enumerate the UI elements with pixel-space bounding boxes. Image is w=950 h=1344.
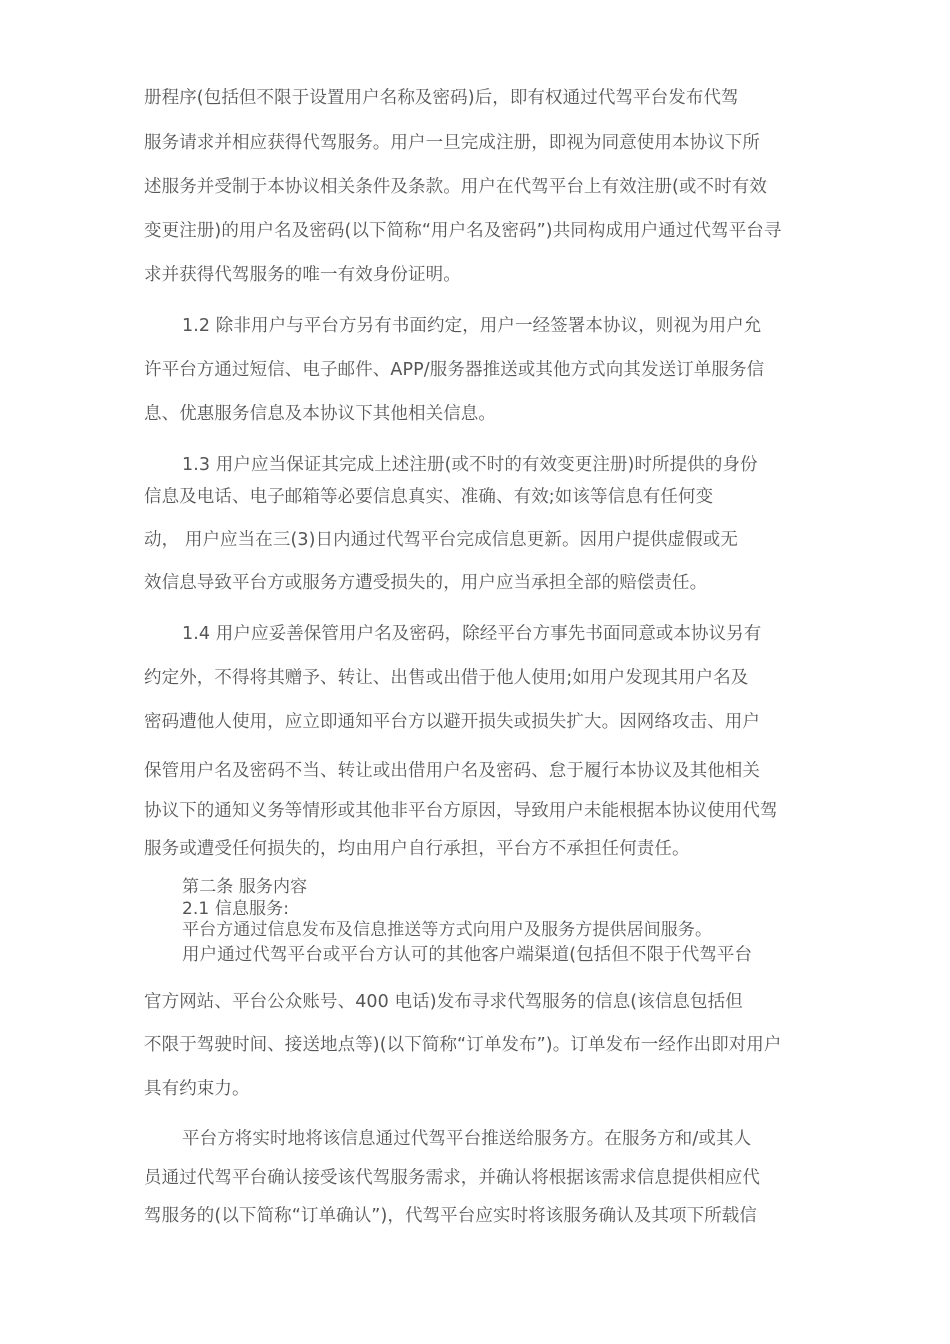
paragraph-line: 信息及电话、电子邮箱等必要信息真实、准确、有效;如该等信息有任何变 — [144, 487, 714, 507]
paragraph-line: 员通过代驾平台确认接受该代驾服务需求，并确认将根据该需求信息提供相应代 — [144, 1168, 760, 1188]
paragraph-line: 求并获得代驾服务的唯一有效身份证明。 — [144, 265, 461, 285]
paragraph-line: 平台方将实时地将该信息通过代驾平台推送给服务方。在服务方和/或其人 — [182, 1129, 752, 1149]
paragraph-line: 效信息导致平台方或服务方遭受损失的，用户应当承担全部的赔偿责任。 — [144, 573, 708, 593]
paragraph-line: 动， 用户应当在三(3)日内通过代驾平台完成信息更新。因用户提供虚假或无 — [144, 530, 738, 550]
paragraph-line: 协议下的通知义务等情形或其他非平台方原因，导致用户未能根据本协议使用代驾 — [144, 801, 778, 821]
clause-1-3-line: 1.3 用户应当保证其完成上述注册(或不时的有效变更注册)时所提供的身份 — [182, 455, 758, 475]
paragraph-line: 保管用户名及密码不当、转让或出借用户名及密码、怠于履行本协议及其他相关 — [144, 761, 760, 781]
paragraph-line: 服务请求并相应获得代驾服务。用户一旦完成注册，即视为同意使用本协议下所 — [144, 133, 760, 153]
clause-2-1-heading: 2.1 信息服务: — [182, 899, 290, 919]
clause-1-4-line: 1.4 用户应妥善保管用户名及密码，除经平台方事先书面同意或本协议另有 — [182, 624, 762, 644]
paragraph-line: 册程序(包括但不限于设置用户名称及密码)后，即有权通过代驾平台发布代驾 — [144, 88, 739, 108]
paragraph-line: 官方网站、平台公众账号、400 电话)发布寻求代驾服务的信息(该信息包括但 — [144, 992, 743, 1012]
paragraph-line: 息、优惠服务信息及本协议下其他相关信息。 — [144, 404, 496, 424]
paragraph-line: 许平台方通过短信、电子邮件、APP/服务器推送或其他方式向其发送订单服务信 — [144, 360, 765, 380]
paragraph-line: 约定外，不得将其赠予、转让、出售或出借于他人使用;如用户发现其用户名及 — [144, 668, 749, 688]
paragraph-line: 驾服务的(以下简称“订单确认”)，代驾平台应实时将该服务确认及其项下所载信 — [144, 1206, 757, 1226]
article-2-heading: 第二条 服务内容 — [182, 877, 308, 897]
paragraph-line: 不限于驾驶时间、接送地点等)(以下简称“订单发布”)。订单发布一经作出即对用户 — [144, 1035, 782, 1055]
paragraph-line: 密码遭他人使用，应立即通知平台方以避开损失或损失扩大。因网络攻击、用户 — [144, 712, 760, 732]
paragraph-line: 具有约束力。 — [144, 1079, 250, 1099]
paragraph-line: 述服务并受制于本协议相关条件及条款。用户在代驾平台上有效注册(或不时有效 — [144, 177, 767, 197]
paragraph-line: 用户通过代驾平台或平台方认可的其他客户端渠道(包括但不限于代驾平台 — [182, 945, 753, 965]
paragraph-line: 变更注册)的用户名及密码(以下简称“用户名及密码”)共同构成用户通过代驾平台寻 — [144, 221, 782, 241]
paragraph-line: 服务或遭受任何损失的，均由用户自行承担，平台方不承担任何责任。 — [144, 839, 690, 859]
paragraph-line: 平台方通过信息发布及信息推送等方式向用户及服务方提供居间服务。 — [182, 920, 713, 940]
clause-1-2-line: 1.2 除非用户与平台方另有书面约定，用户一经签署本协议，则视为用户允 — [182, 316, 762, 336]
